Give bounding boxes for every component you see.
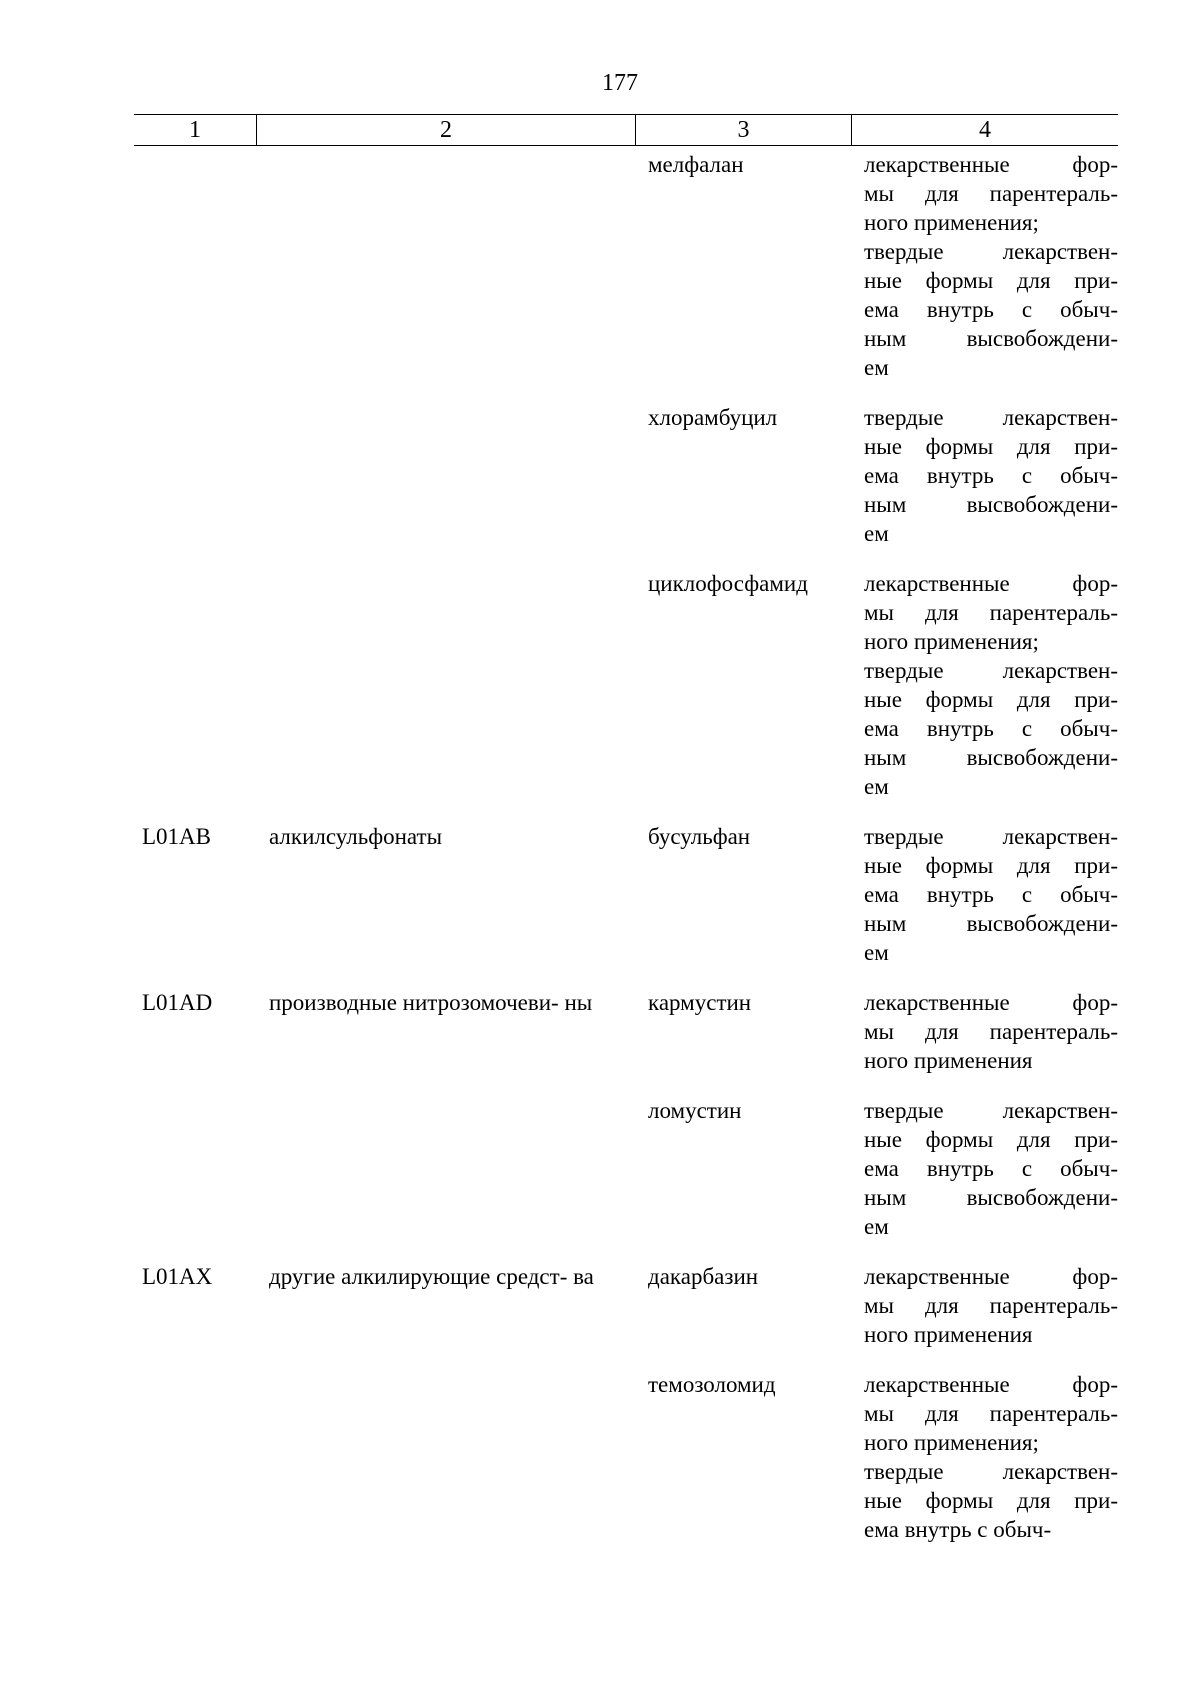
table-row <box>134 403 1118 569</box>
dosage-form-line: твердые лекарствен- <box>864 658 1118 683</box>
dosage-form-line: ема внутрь с обыч- <box>864 716 1118 741</box>
group-name: производные нитрозомочеви- ны <box>269 990 593 1015</box>
dosage-form-line: ного применения; <box>864 629 1039 654</box>
table-row <box>134 1096 1118 1262</box>
dosage-form-line: ем <box>864 774 889 799</box>
header-col-3: 3 <box>636 115 852 145</box>
dosage-forms <box>852 1370 1118 1544</box>
drug-name: хлорамбуцил <box>648 405 778 430</box>
drug-name: кармустин <box>648 990 752 1015</box>
atc-code <box>134 1096 257 1241</box>
dosage-form-line: мы для парентераль- <box>864 1401 1118 1426</box>
dosage-form-line: мы для парентераль- <box>864 600 1118 625</box>
dosage-form-line: ные формы для при- <box>864 853 1118 878</box>
dosage-form-line: ные формы для при- <box>864 687 1118 712</box>
group-name <box>257 403 636 548</box>
atc-code <box>134 1370 257 1544</box>
atc-code <box>134 569 257 801</box>
dosage-form-line: ным высвобождени- <box>864 492 1118 517</box>
group-name <box>257 569 636 801</box>
dosage-form-line: лекарственные фор- <box>864 1372 1118 1397</box>
dosage-form-line: твердые лекарствен- <box>864 239 1118 264</box>
dosage-forms <box>852 822 1118 967</box>
dosage-form-line: лекарственные фор- <box>864 152 1118 177</box>
dosage-form-line: мы для парентераль- <box>864 1019 1118 1044</box>
dosage-form-line: ные формы для при- <box>864 1127 1118 1152</box>
dosage-forms <box>852 403 1118 548</box>
dosage-forms <box>852 150 1118 382</box>
drug-name: ломустин <box>648 1098 742 1123</box>
atc-code: L01AX <box>142 1264 213 1289</box>
dosage-form-line: твердые лекарствен- <box>864 405 1118 430</box>
group-name <box>257 1096 636 1241</box>
table-row <box>134 569 1118 822</box>
group-name: алкилсульфонаты <box>269 824 443 849</box>
table-row <box>134 822 1118 988</box>
table-row <box>134 1262 1118 1370</box>
dosage-form-line: твердые лекарствен- <box>864 1098 1118 1123</box>
table-body <box>134 146 1118 1565</box>
page-number: 177 <box>602 70 638 96</box>
dosage-forms <box>852 569 1118 801</box>
header-col-2: 2 <box>257 115 636 145</box>
dosage-form-line: ема внутрь с обыч- <box>864 1156 1118 1181</box>
dosage-form-line: лекарственные фор- <box>864 1264 1118 1289</box>
dosage-form-line: мы для парентераль- <box>864 181 1118 206</box>
dosage-form-line: лекарственные фор- <box>864 571 1118 596</box>
dosage-form-line: ема внутрь с обыч- <box>864 882 1118 907</box>
atc-code: L01AB <box>142 824 211 849</box>
dosage-form-line: твердые лекарствен- <box>864 824 1118 849</box>
dosage-form-line: ные формы для при- <box>864 434 1118 459</box>
header-col-4: 4 <box>979 116 991 143</box>
dosage-form-line: мы для парентераль- <box>864 1293 1118 1318</box>
dosage-form-line: ного применения <box>864 1048 1033 1073</box>
dosage-form-line: ного применения <box>864 1322 1033 1347</box>
dosage-form-line: лекарственные фор- <box>864 990 1118 1015</box>
group-name <box>257 150 636 382</box>
dosage-form-line: ем <box>864 521 889 546</box>
table-row <box>134 988 1118 1096</box>
dosage-form-line: ным высвобождени- <box>864 1185 1118 1210</box>
drug-name: темозоломид <box>648 1372 776 1397</box>
drug-name: дакарбазин <box>648 1264 759 1289</box>
dosage-form-line: ные формы для при- <box>864 268 1118 293</box>
dosage-form-line: ема внутрь с обыч- <box>864 463 1118 488</box>
dosage-form-line: ным высвобождени- <box>864 745 1118 770</box>
atc-code <box>134 403 257 548</box>
dosage-form-line: ные формы для при- <box>864 1488 1118 1513</box>
dosage-form-line: ным высвобождени- <box>864 911 1118 936</box>
dosage-forms <box>852 1096 1118 1241</box>
table-row <box>134 1370 1118 1565</box>
dosage-form-line: ного применения; <box>864 210 1039 235</box>
dosage-form-line: твердые лекарствен- <box>864 1459 1118 1484</box>
atc-code: L01AD <box>142 990 213 1015</box>
dosage-form-line: ема внутрь с обыч- <box>864 1517 1052 1542</box>
drug-name: мелфалан <box>648 152 744 177</box>
dosage-form-line: ного применения; <box>864 1430 1039 1455</box>
dosage-form-line: ным высвобождени- <box>864 326 1118 351</box>
atc-code <box>134 150 257 382</box>
dosage-forms <box>852 1262 1118 1349</box>
header-col-1: 1 <box>134 115 257 145</box>
table-row <box>134 146 1118 403</box>
group-name: другие алкилирующие средст- ва <box>269 1264 594 1289</box>
group-name <box>257 1370 636 1544</box>
dosage-form-line: ем <box>864 355 889 380</box>
dosage-form-line: ем <box>864 1214 889 1239</box>
drug-name: циклофосфамид <box>648 571 808 596</box>
dosage-form-line: ема внутрь с обыч- <box>864 297 1118 322</box>
drug-name: бусульфан <box>648 824 751 849</box>
dosage-form-line: ем <box>864 940 889 965</box>
table-header <box>134 114 1118 146</box>
dosage-forms <box>852 988 1118 1075</box>
